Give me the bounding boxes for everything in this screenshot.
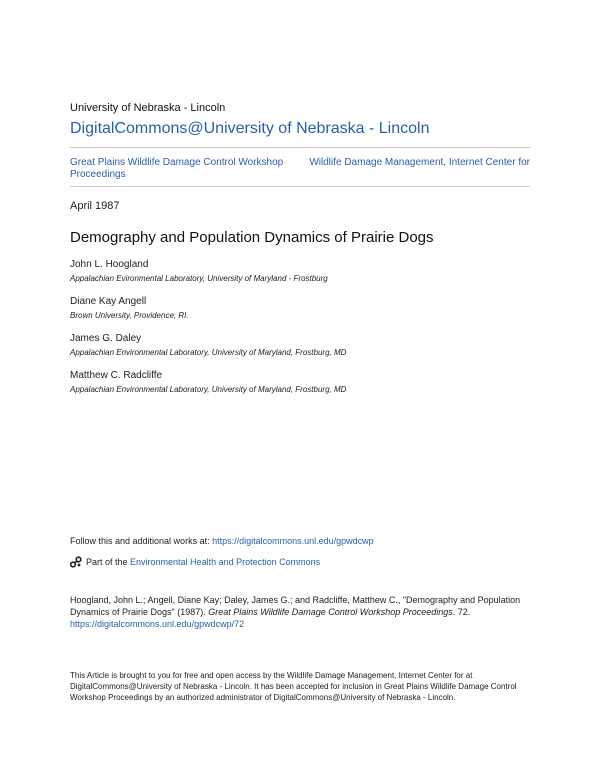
part-of-line	[70, 556, 320, 568]
header-divider	[70, 147, 530, 148]
commons-link[interactable]: Environmental Health and Protection Commons	[130, 557, 321, 567]
author-affiliation: Appalachian Environmental Laboratory, University of Maryland, Frostburg, MD	[70, 348, 347, 357]
citation-journal: Great Plains Wildlife Damage Control Workshop Proceedings	[208, 607, 453, 617]
citation-suffix: . 72.	[452, 607, 471, 617]
author-name: John L. Hoogland	[70, 259, 149, 270]
citation-block	[70, 594, 530, 630]
part-of-prefix: Part of the	[86, 557, 131, 567]
author-name: Matthew C. Radcliffe	[70, 370, 163, 381]
series-link-workshop[interactable]: Great Plains Wildlife Damage Control Workshop Proceedings	[70, 157, 284, 180]
citation-url-link[interactable]: https://digitalcommons.unl.edu/gpwdcwp/72	[70, 619, 245, 629]
article-title: Demography and Population Dynamics of Prairie Dogs	[70, 229, 434, 246]
author-affiliation: Brown University, Providence, RI.	[70, 311, 189, 320]
publication-date: April 1987	[70, 200, 120, 212]
follow-url-link[interactable]: https://digitalcommons.unl.edu/gpwdcwp	[212, 536, 374, 546]
author-affiliation: Appalachian Evironmental Laboratory, University of Maryland - Frostburg	[70, 274, 328, 283]
digital-commons-link[interactable]: DigitalCommons@University of Nebraska - Lincoln	[70, 120, 430, 137]
follow-text: Follow this and additional works at:	[70, 536, 213, 546]
series-divider	[70, 186, 530, 187]
series-link-center[interactable]: Wildlife Damage Management, Internet Center for	[309, 157, 530, 168]
author-name: James G. Daley	[70, 333, 142, 344]
author-affiliation: Appalachian Environmental Laboratory, University of Maryland, Frostburg, MD	[70, 385, 347, 394]
author-name: Diane Kay Angell	[70, 296, 147, 307]
follow-line	[70, 536, 374, 546]
commons-network-icon	[70, 556, 82, 568]
university-name: University of Nebraska - Lincoln	[70, 102, 226, 114]
access-statement: This Article is brought to you for free and open access by the Wildlife Damage Management, Internet Center for at DigitalCommons@University of Nebraska - Lincoln. It has been accepted for inclusion in Great Plains Wildlife Damage Control Workshop Proceedings by an authorized administrator of DigitalCommons@University of Nebraska - Lincoln.	[70, 671, 517, 702]
citation-text: Hoogland, John L.; Angell, Diane Kay; Daley, James G.; and Radcliffe, Matthew C., "Demography and Population Dynamics of Prairie Dogs" (1987).	[70, 595, 521, 617]
